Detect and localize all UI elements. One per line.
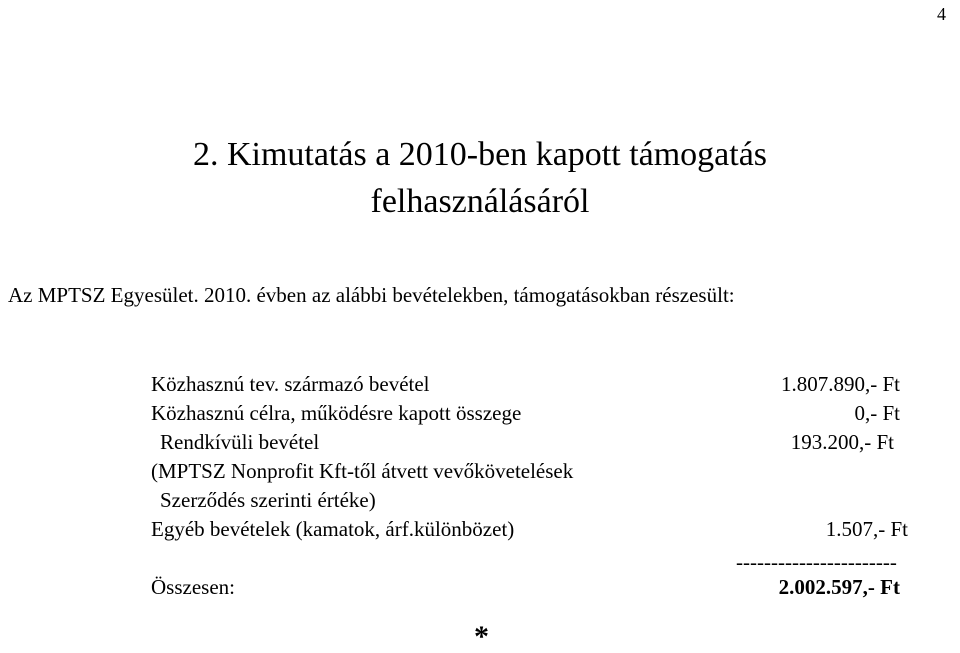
row-label: Közhasznú célra, működésre kapott összege [151, 401, 522, 425]
row-label: Közhasznú tev. származó bevétel [151, 372, 430, 396]
row-amount: 1.807.890,- Ft [780, 372, 900, 396]
page-title-line-2: felhasználásáról [370, 183, 590, 220]
total-separator: ----------------------- [736, 550, 897, 574]
row-label: (MPTSZ Nonprofit Kft-től átvett vevőkövetelések [151, 459, 574, 483]
footer-asterisk: * [474, 620, 489, 653]
total-label: Összesen: [151, 575, 235, 599]
row-amount: 193.200,- Ft [790, 430, 894, 454]
row-label: Rendkívüli bevétel [160, 430, 320, 454]
total-amount: 2.002.597,- Ft [778, 575, 900, 599]
row-label: Szerződés szerinti értéke) [160, 488, 376, 512]
page-title-line-1: 2. Kimutatás a 2010-ben kapott támogatás [192, 136, 768, 173]
row-amount: 1.507,- Ft [825, 517, 908, 541]
row-amount: 0,- Ft [854, 401, 900, 425]
intro-paragraph: Az MPTSZ Egyesület. 2010. évben az alábbi bevételekben, támogatásokban részesült: [8, 283, 735, 307]
page-number: 4 [937, 4, 946, 24]
row-label: Egyéb bevételek (kamatok, árf.különbözet) [151, 517, 515, 541]
